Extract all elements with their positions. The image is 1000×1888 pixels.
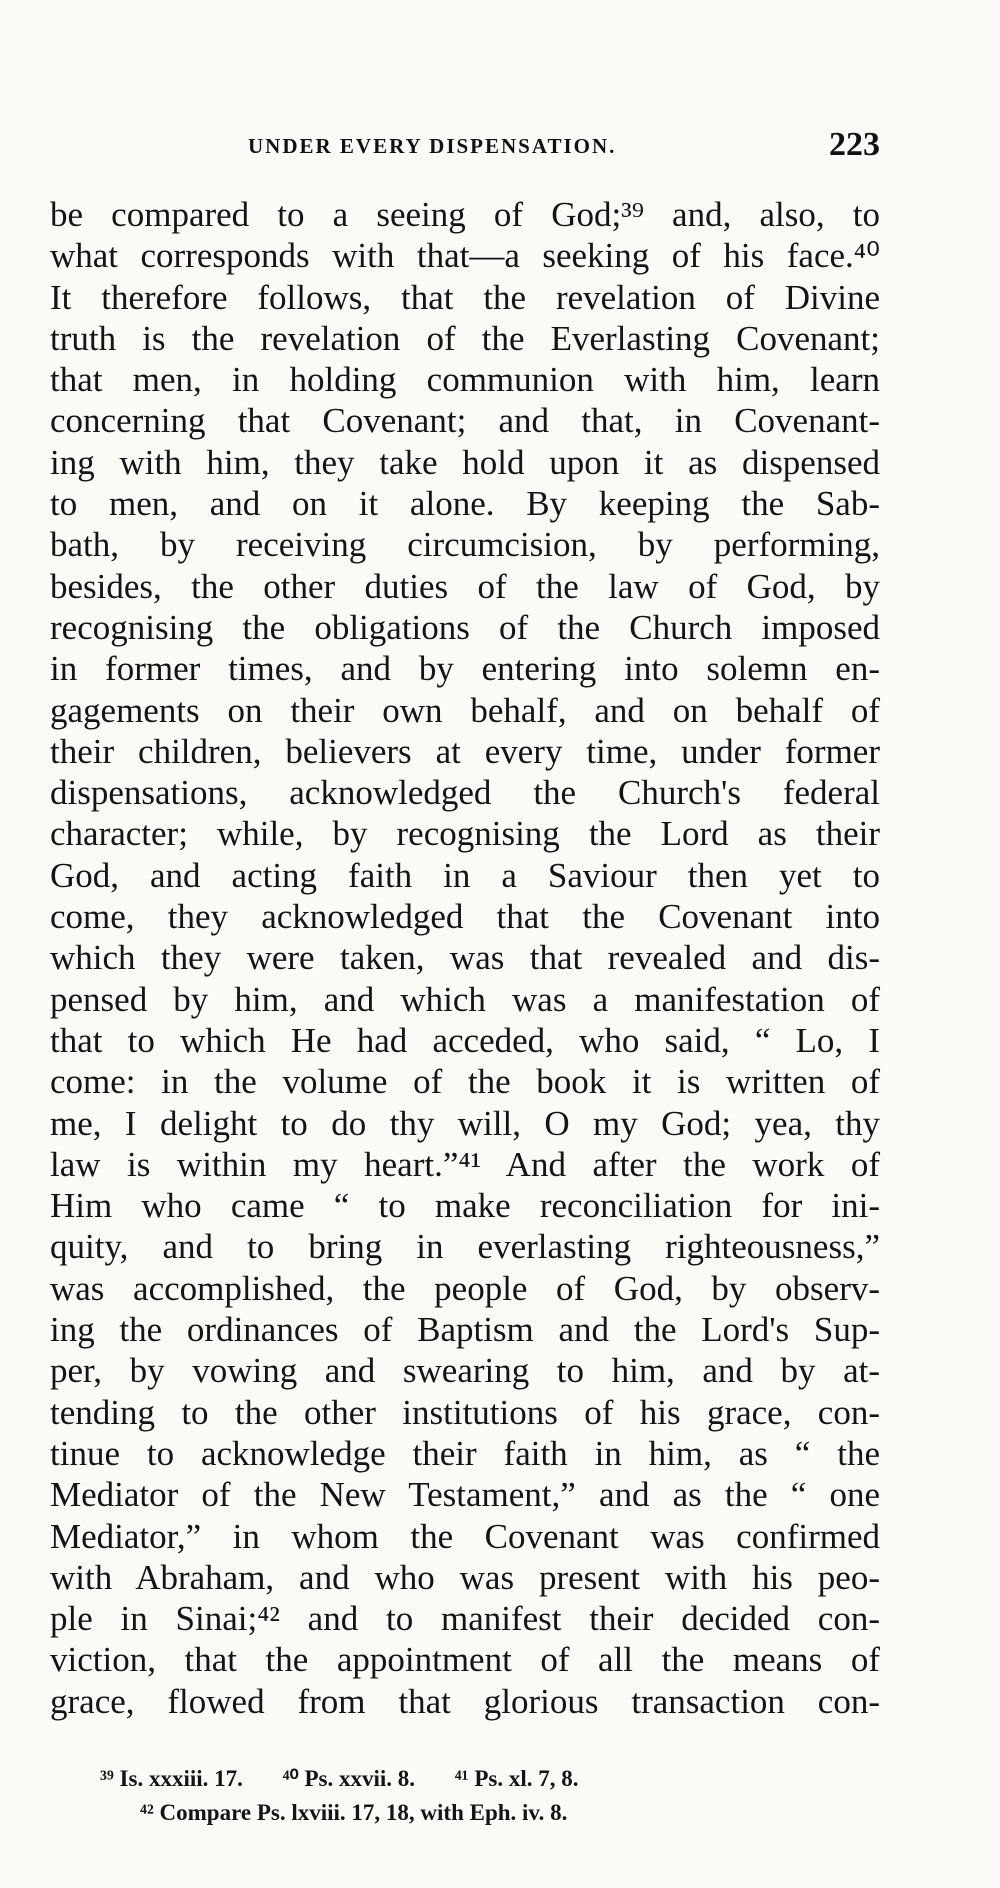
footnote-41: ⁴¹ Ps. xl. 7, 8.	[454, 1766, 579, 1791]
text-line: to men, and on it alone. By keeping the Sab-	[50, 484, 880, 524]
text-line: that to which He had acceded, who said, “ Lo, I	[50, 1020, 880, 1060]
text-line: besides, the other duties of the law of God, by	[50, 566, 880, 606]
footnote-42: ⁴² Compare Ps. lxviii. 17, 18, with Eph. iv. 8.	[140, 1800, 568, 1825]
footnote-39: ³⁹ Is. xxxiii. 17.	[100, 1766, 243, 1791]
footnote-40: ⁴⁰ Ps. xxvii. 8.	[282, 1766, 416, 1791]
body-text	[50, 194, 880, 1722]
text-line: which they were taken, was that revealed and dis-	[50, 938, 880, 978]
footnote-row	[50, 1796, 880, 1830]
text-line: was accomplished, the people of God, by observ-	[50, 1268, 880, 1308]
text-line: quity, and to bring in everlasting righteousness,”	[50, 1227, 880, 1267]
text-line: God, and acting faith in a Saviour then yet to	[50, 855, 880, 895]
text-line: me, I delight to do thy will, O my God; yea, thy	[50, 1103, 880, 1143]
running-title: UNDER EVERY DISPENSATION.	[248, 134, 617, 158]
text-line: Mediator,” in whom the Covenant was confirmed	[50, 1516, 880, 1556]
text-line: tinue to acknowledge their faith in him, as “ the	[50, 1433, 880, 1473]
text-line: come, they acknowledged that the Covenant into	[50, 897, 880, 937]
text-line: concerning that Covenant; and that, in Covenant-	[50, 401, 880, 441]
text-line: Mediator of the New Testament,” and as the “ one	[50, 1475, 880, 1515]
text-line: truth is the revelation of the Everlasting Covenant;	[50, 318, 880, 358]
text-line: tending to the other institutions of his grace, con-	[50, 1392, 880, 1432]
page-number: 223	[829, 126, 880, 163]
text-line: with Abraham, and who was present with his peo-	[50, 1557, 880, 1597]
text-line: gagements on their own behalf, and on behalf of	[50, 690, 880, 730]
footnote-row	[50, 1762, 880, 1796]
text-line: be compared to a seeing of God;³⁹ and, also, to	[50, 195, 880, 234]
text-line: bath, by receiving circumcision, by performing,	[50, 525, 880, 565]
text-line: grace, flowed from that glorious transaction con-	[50, 1681, 880, 1721]
text-line: that men, in holding communion with him, learn	[50, 360, 880, 400]
text-line: pensed by him, and which was a manifestation of	[50, 979, 880, 1019]
text-line: dispensations, acknowledged the Church's federal	[50, 773, 880, 813]
text-line: their children, believers at every time, under former	[50, 731, 880, 771]
text-line: per, by vowing and swearing to him, and by at-	[50, 1351, 880, 1391]
running-head	[50, 126, 880, 166]
text-line: recognising the obligations of the Church imposed	[50, 607, 880, 647]
text-line: Him who came “ to make reconciliation for ini-	[50, 1186, 880, 1226]
footnotes	[50, 1762, 880, 1830]
text-line: character; while, by recognising the Lord as their	[50, 814, 880, 854]
text-line: what corresponds with that—a seeking of his face.⁴⁰	[50, 236, 880, 276]
text-line: ing with him, they take hold upon it as dispensed	[50, 442, 880, 482]
text-line: ing the ordinances of Baptism and the Lord's Sup-	[50, 1310, 880, 1350]
text-line: ple in Sinai;⁴² and to manifest their decided con-	[50, 1599, 880, 1639]
text-line: come: in the volume of the book it is written of	[50, 1062, 880, 1102]
text-line: It therefore follows, that the revelation of Divine	[50, 277, 880, 317]
text-line: in former times, and by entering into solemn en-	[50, 649, 880, 689]
text-line: viction, that the appointment of all the means of	[50, 1640, 880, 1680]
text-line: law is within my heart.”⁴¹ And after the work of	[50, 1144, 880, 1184]
